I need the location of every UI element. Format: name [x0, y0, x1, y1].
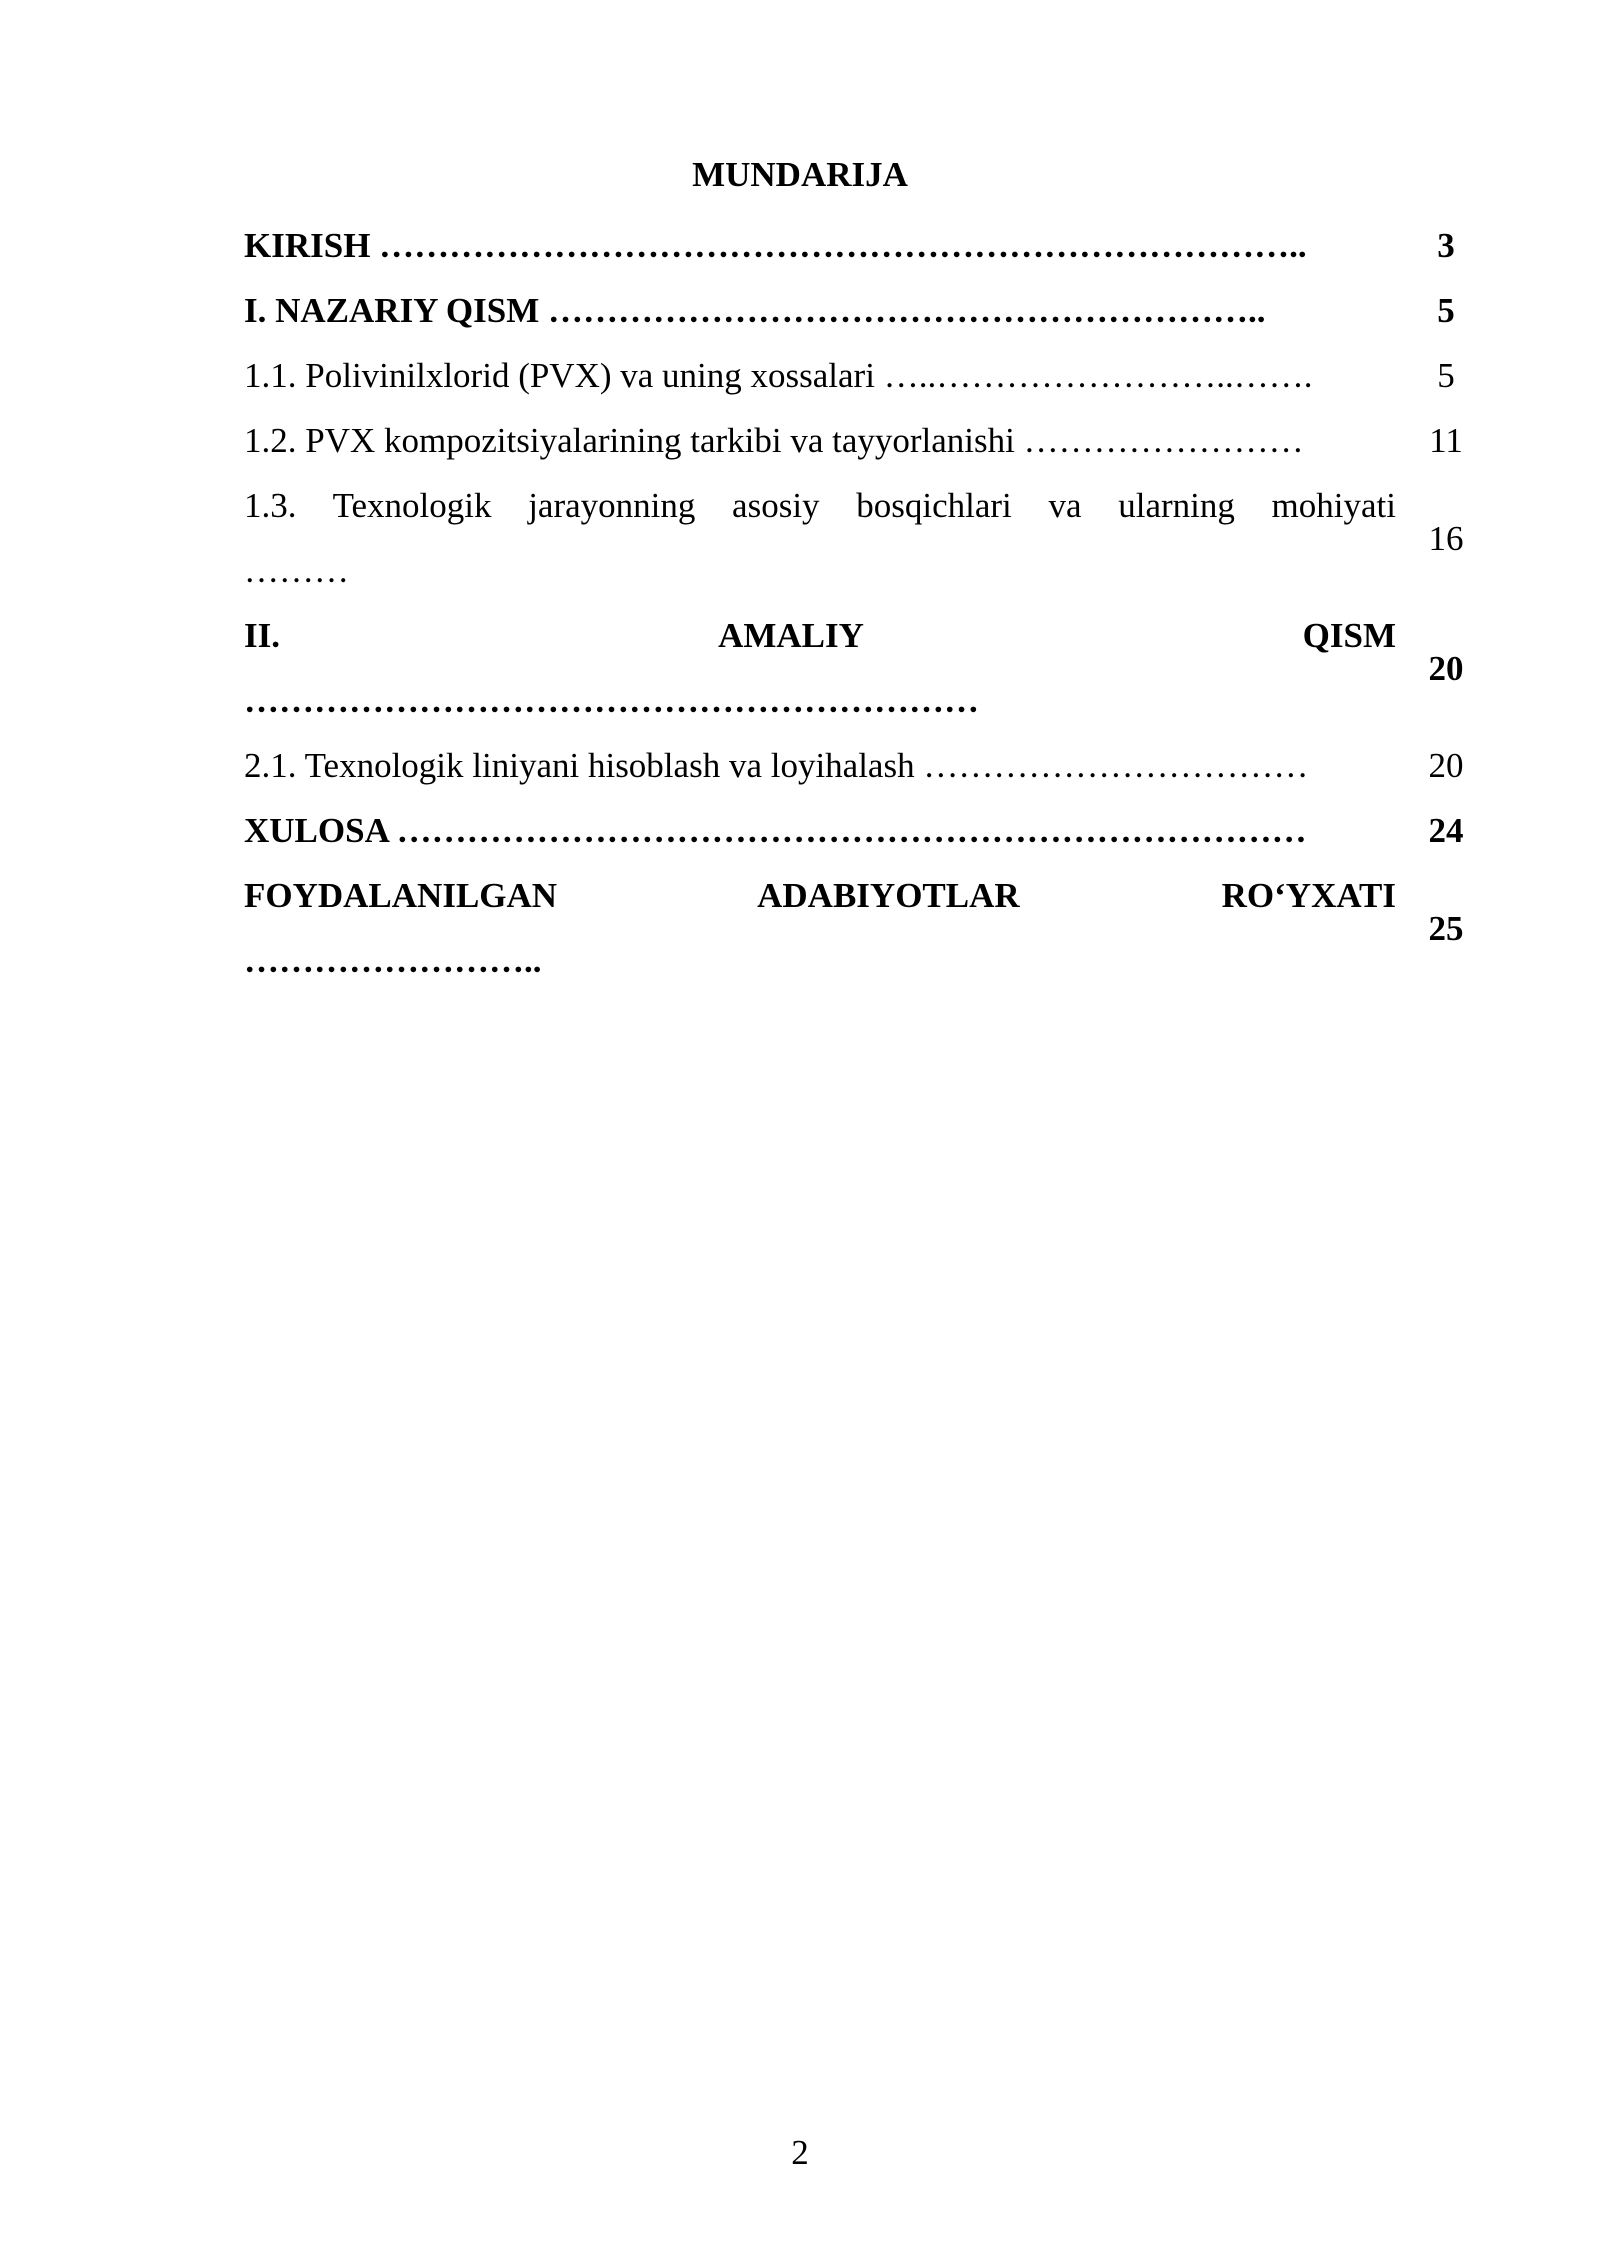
toc-entry-page: 25 [1428, 908, 1464, 948]
toc-entry-text-line1: II. AMALIY QISM [244, 616, 1396, 655]
toc-entry-page: 16 [1428, 518, 1464, 558]
toc-entry-1-1[interactable] [244, 343, 1481, 408]
toc-entry-text-line2: …………………….. [244, 941, 542, 980]
toc-entry-text: KIRISH …………………………………………………………………….. [244, 226, 1307, 265]
toc-entry-text: 1.2. PVX kompozitsiyalarining tarkibi va tayyorlanishi …………………… [244, 421, 1304, 460]
toc-entry-1-3[interactable] [244, 473, 1481, 603]
toc-entry-text: 2.1. Texnologik liniyani hisoblash va loyihalash …………………………… [244, 746, 1309, 785]
toc-entry-page: 24 [1428, 811, 1464, 850]
toc-entry-text: 1.1. Polivinilxlorid (PVX) va uning xossalari …..……………………..……. [244, 356, 1313, 395]
toc-title: MUNDARIJA [692, 155, 908, 194]
toc-entry-page: 20 [1428, 746, 1464, 785]
toc-entry-1-2[interactable] [244, 408, 1481, 473]
toc-entry-text-line2: ……… [244, 551, 349, 590]
page-number: 2 [791, 2133, 809, 2172]
table-of-contents [244, 213, 1481, 993]
toc-entry-nazariy-qism[interactable] [244, 278, 1481, 343]
toc-entry-amaliy-qism[interactable] [244, 603, 1481, 733]
toc-entry-2-1[interactable] [244, 733, 1481, 798]
toc-entry-page: 11 [1429, 421, 1463, 460]
toc-entry-page: 5 [1437, 291, 1455, 330]
toc-entry-xulosa[interactable] [244, 798, 1481, 863]
toc-entry-page: 5 [1437, 356, 1455, 395]
toc-entry-text-line2: ……………………………………………………… [244, 681, 979, 720]
toc-entry-page: 3 [1437, 226, 1455, 265]
toc-entry-text-line1: 1.3. Texnologik jarayonning asosiy bosqichlari va ularning mohiyati [244, 486, 1396, 525]
toc-entry-kirish[interactable] [244, 213, 1481, 278]
toc-entry-adabiyotlar[interactable] [244, 863, 1481, 993]
toc-entry-text-line1: FOYDALANILGAN ADABIYOTLAR RO‘YXATI [244, 876, 1396, 915]
toc-entry-page: 20 [1428, 648, 1464, 688]
toc-entry-text: XULOSA …………………………………………………………………… [244, 811, 1307, 850]
toc-entry-text: I. NAZARIY QISM …………………………………………………….. [244, 291, 1266, 330]
